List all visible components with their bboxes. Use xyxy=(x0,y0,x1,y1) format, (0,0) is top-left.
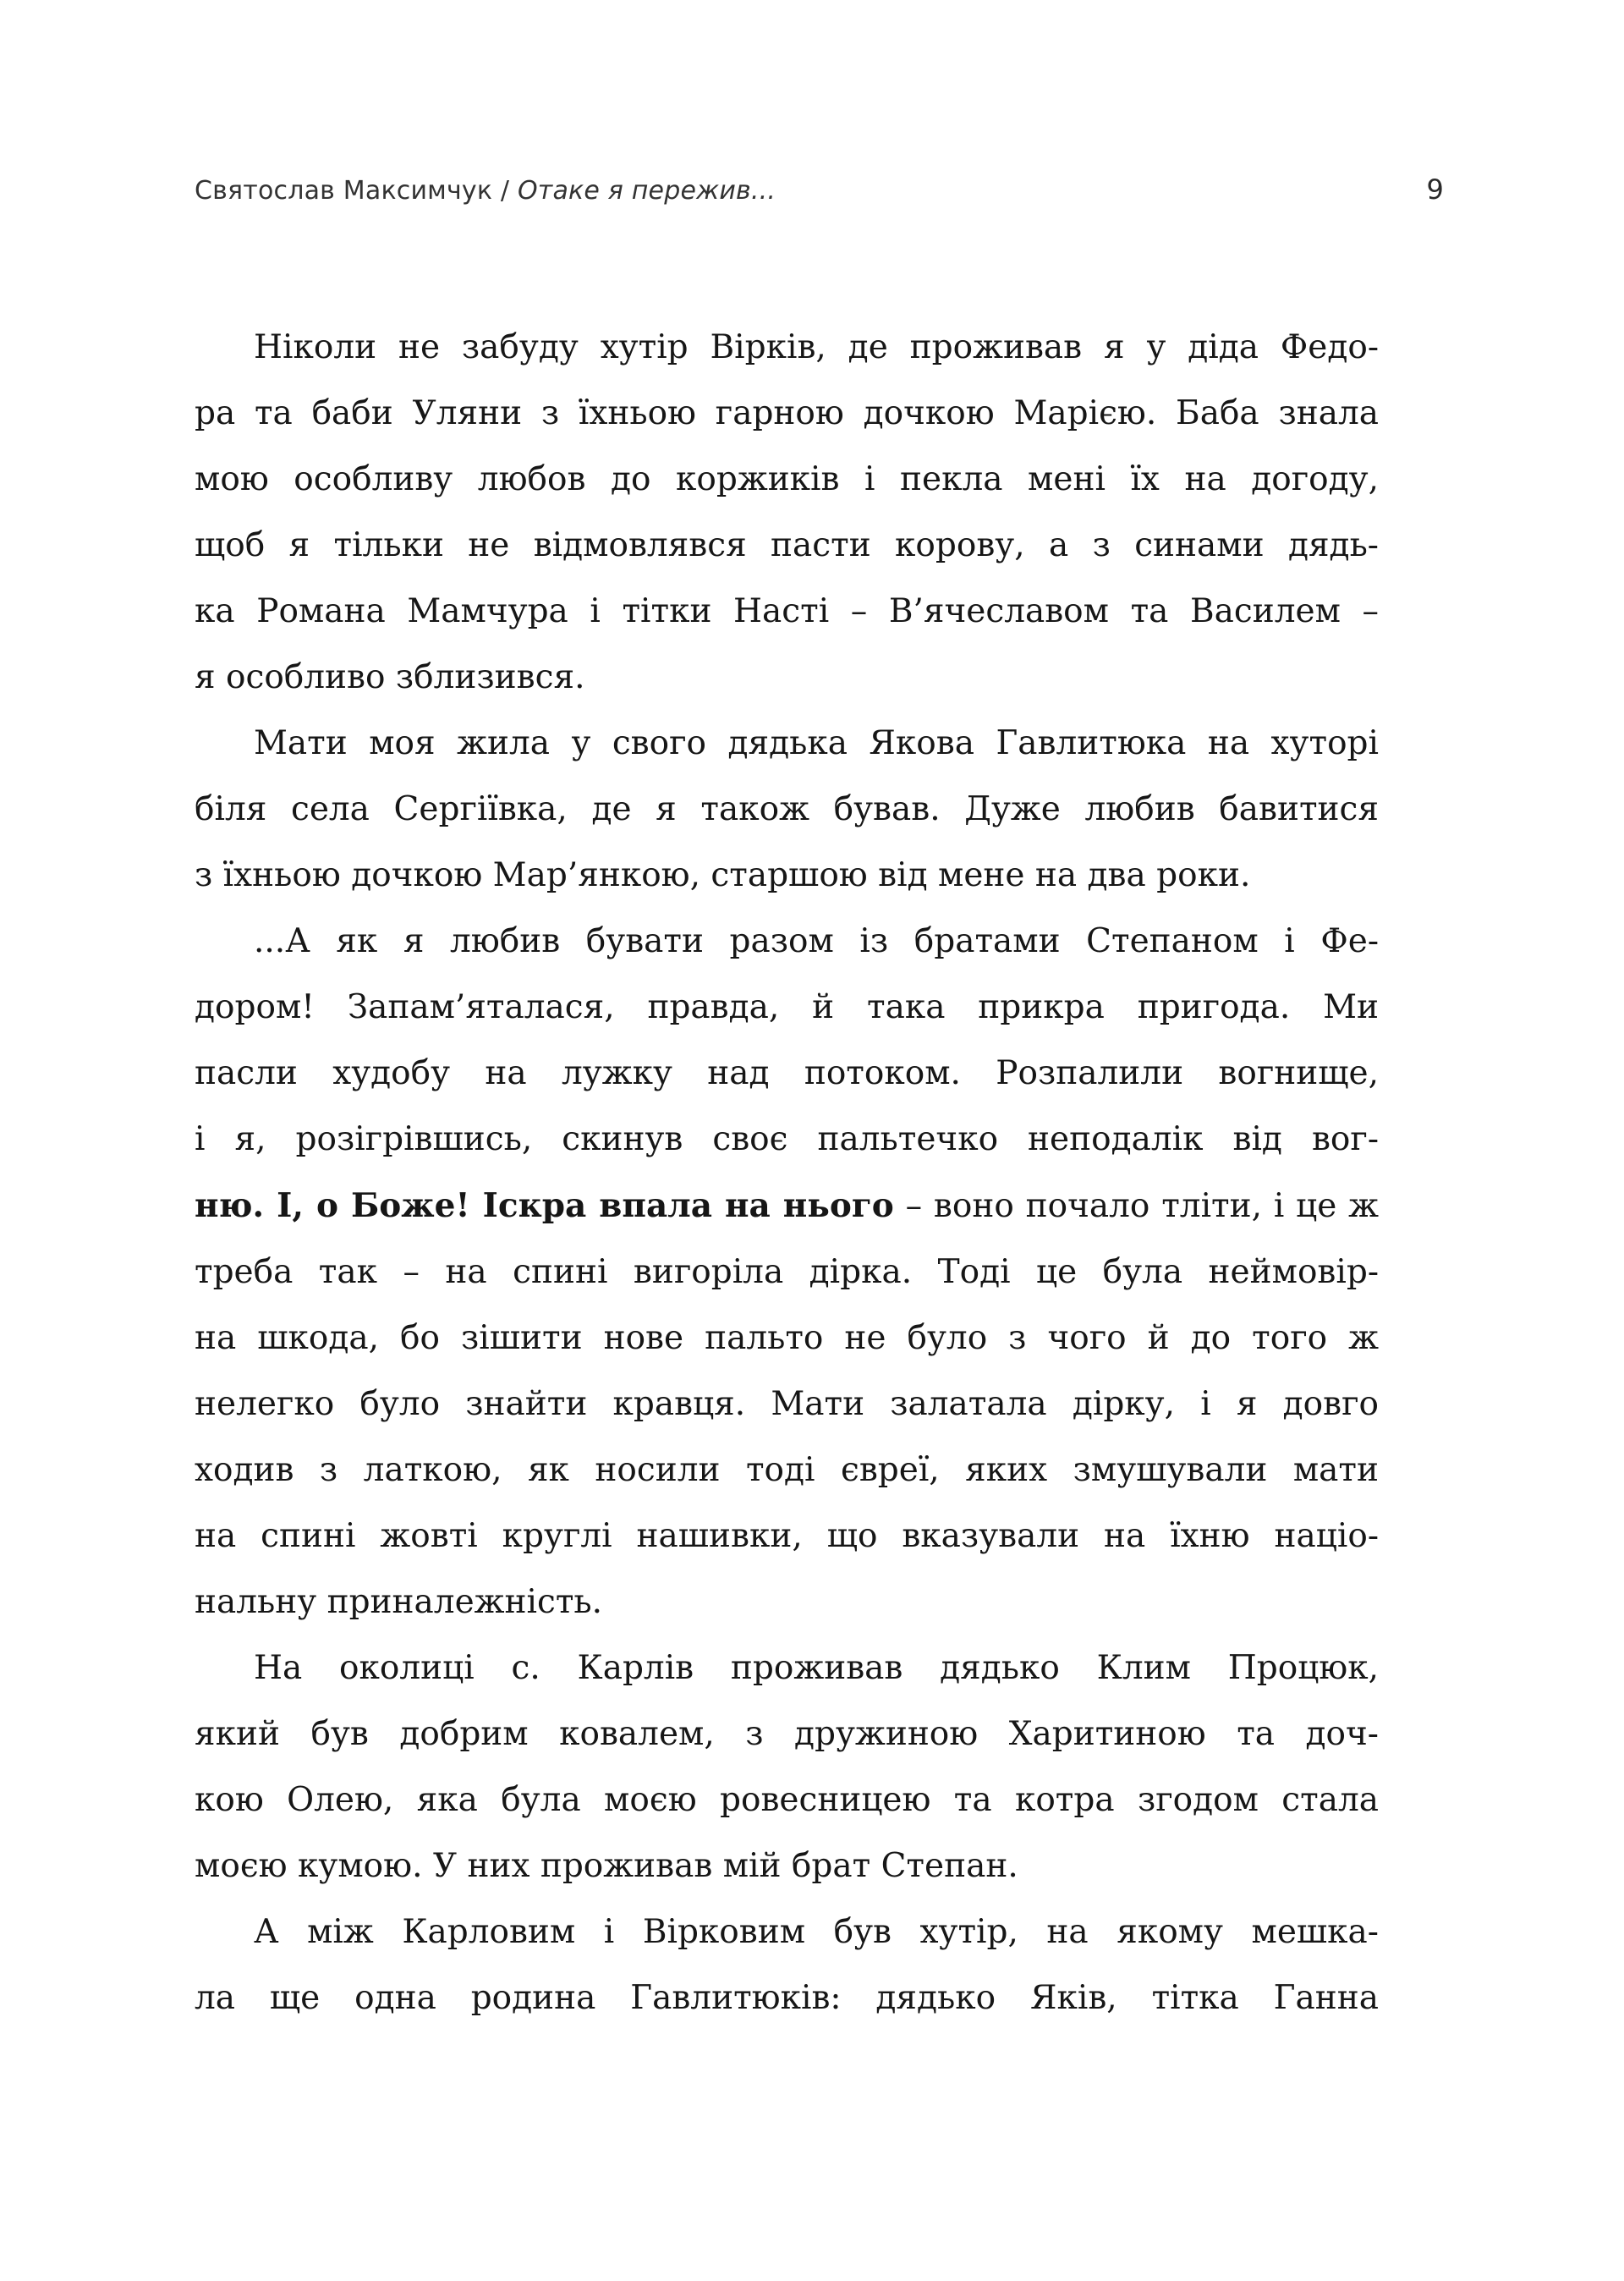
text-segment: А між Карловим і Вірковим був хутір, на якому мешка- xyxy=(254,1913,1379,1951)
text-line xyxy=(195,1107,1379,1173)
text-segment: з їхньою дочкою Мар’янкою, старшою від мене на два роки. xyxy=(195,856,1251,894)
text-line xyxy=(195,843,1379,909)
text-segment: кою Олею, яка була моєю ровесницею та котра згодом стала xyxy=(195,1781,1379,1819)
paragraph xyxy=(195,315,1379,711)
text-segment: мою особливу любов до коржиків і пекла мені їх на догоду, xyxy=(195,460,1379,498)
text-segment: який був добрим ковалем, з дружиною Харитиною та доч- xyxy=(195,1715,1379,1753)
text-line xyxy=(195,579,1379,645)
text-segment: нелегко було знайти кравця. Мати залатала дірку, і я довго xyxy=(195,1385,1379,1423)
text-segment: нальну приналежність. xyxy=(195,1583,603,1621)
text-segment: – воно почало тліти, і це ж xyxy=(893,1187,1379,1225)
text-line xyxy=(195,975,1379,1041)
text-line xyxy=(195,777,1379,843)
text-line xyxy=(195,1635,1379,1701)
text-line xyxy=(195,1305,1379,1371)
text-segment: На околиці с. Карлів проживав дядько Клим Процюк, xyxy=(254,1649,1379,1687)
body-text xyxy=(195,315,1379,2031)
page-header xyxy=(195,173,1444,206)
text-line xyxy=(195,381,1379,447)
text-line xyxy=(195,1503,1379,1569)
text-segment: на шкода, бо зішити нове пальто не було з чого й до того ж xyxy=(195,1319,1379,1357)
text-line xyxy=(195,315,1379,381)
text-segment: я особливо зблизився. xyxy=(195,658,585,696)
text-segment: ка Романа Мамчура і тітки Насті – В’ячеславом та Василем – xyxy=(195,592,1379,630)
paragraph xyxy=(195,909,1379,1635)
text-line xyxy=(195,447,1379,513)
text-line xyxy=(195,1833,1379,1899)
author-name: Святослав Максимчук xyxy=(195,176,493,206)
text-line xyxy=(195,1965,1379,2031)
text-segment: на спині жовті круглі нашивки, що вказували на їхню націо- xyxy=(195,1517,1379,1555)
text-segment: Ніколи не забуду хутір Вірків, де проживав я у діда Федо- xyxy=(254,328,1379,366)
text-segment: пасли худобу на лужку над потоком. Розпалили вогнище, xyxy=(195,1054,1379,1092)
text-segment: ла ще одна родина Гавлитюків: дядько Яків, тітка Ганна xyxy=(195,1979,1379,2017)
text-line xyxy=(195,1239,1379,1305)
text-line xyxy=(195,1899,1379,1965)
text-segment: ходив з латкою, як носили тоді євреї, яких змушували мати xyxy=(195,1451,1379,1489)
text-line xyxy=(195,645,1379,711)
text-line xyxy=(195,513,1379,579)
paragraph xyxy=(195,1899,1379,2031)
text-segment: ра та баби Уляни з їхньою гарною дочкою Марією. Баба знала xyxy=(195,394,1379,432)
text-segment: Мати моя жила у свого дядька Якова Гавлитюка на хуторі xyxy=(254,724,1379,762)
book-title: Отаке я пережив... xyxy=(517,176,776,206)
text-line xyxy=(195,1767,1379,1833)
header-separator: / xyxy=(492,176,518,206)
text-line xyxy=(195,711,1379,777)
text-line xyxy=(195,1701,1379,1767)
text-line xyxy=(195,1173,1379,1239)
text-segment: дором! Запам’яталася, правда, й така прикра пригода. Ми xyxy=(195,988,1379,1026)
text-segment: і я, розігрівшись, скинув своє пальтечко неподалік від вог- xyxy=(195,1120,1379,1158)
text-line xyxy=(195,1371,1379,1437)
text-segment: треба так – на спині вигоріла дірка. Тоді це була неймовір- xyxy=(195,1253,1379,1291)
text-line xyxy=(195,909,1379,975)
page-number: 9 xyxy=(1426,173,1444,206)
paragraph xyxy=(195,711,1379,909)
text-segment: моєю кумою. У них проживав мій брат Степан. xyxy=(195,1847,1018,1885)
text-line xyxy=(195,1041,1379,1107)
bold-text-segment: ню. І, о Боже! Іскра впала на нього xyxy=(195,1186,894,1225)
paragraph xyxy=(195,1635,1379,1899)
text-line xyxy=(195,1437,1379,1503)
text-segment: біля села Сергіївка, де я також бував. Дуже любив бавитися xyxy=(195,790,1379,828)
running-head-text xyxy=(195,176,776,206)
text-segment: ...А як я любив бувати разом із братами Степаном і Фе- xyxy=(254,922,1379,960)
text-segment: щоб я тільки не відмовлявся пасти корову, а з синами дядь- xyxy=(195,526,1379,564)
text-line xyxy=(195,1569,1379,1635)
